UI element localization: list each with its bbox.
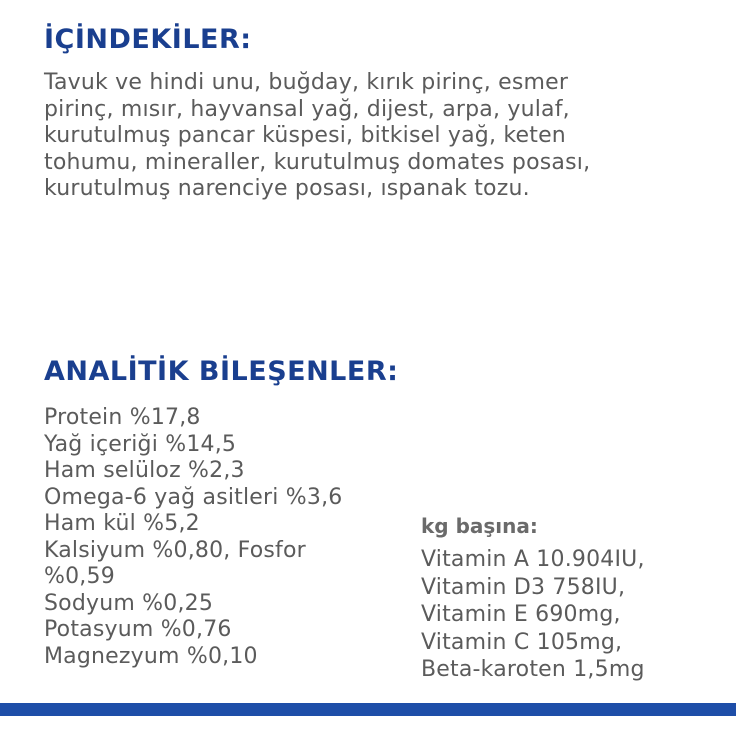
analytic-list (44, 405, 343, 670)
vitamin-item: Beta-karoten 1,5mg (421, 657, 645, 682)
analytic-item: Ham kül %5,2 (44, 511, 200, 536)
bottom-accent-bar (0, 703, 736, 716)
analytic-item: Omega-6 yağ asitleri %3,6 (44, 484, 343, 510)
analytic-item: Yağ içeriği %14,5 (44, 431, 237, 457)
ingredients-line: kurutulmuş pancar küspesi, bitkisel yağ, keten (44, 123, 566, 148)
vitamin-item: Vitamin C 105mg, (421, 629, 623, 655)
ingredients-heading: İÇİNDEKİLER: (44, 24, 252, 55)
analytic-item: Kalsiyum %0,80, Fosfor (44, 537, 306, 563)
ingredients-line: kurutulmuş narenciye posası, ıspanak tozu. (44, 176, 530, 201)
analytic-item: Magnezyum %0,10 (44, 643, 258, 669)
vitamin-list (421, 546, 645, 684)
analytic-heading: ANALİTİK BİLEŞENLER: (44, 356, 399, 387)
analytic-item: %0,59 (44, 564, 115, 589)
vitamin-item: Vitamin E 690mg, (421, 602, 621, 627)
analytic-item: Ham selüloz %2,3 (44, 458, 245, 483)
ingredients-line: tohumu, mineraller, kurutulmuş domates posası, (44, 149, 591, 175)
per-kg-title: kg başına: (421, 514, 538, 538)
analytic-item: Sodyum %0,25 (44, 590, 214, 616)
analytic-item: Potasyum %0,76 (44, 617, 232, 642)
analytic-item: Protein %17,8 (44, 405, 201, 430)
ingredients-line: pirinç, mısır, hayvansal yağ, dijest, arpa, yulaf, (44, 96, 570, 122)
vitamin-item: Vitamin A 10.904IU, (421, 547, 645, 572)
ingredients-text (44, 70, 704, 203)
vitamin-item: Vitamin D3 758IU, (421, 574, 626, 600)
ingredients-line: Tavuk ve hindi unu, buğday, kırık pirinç, esmer (44, 70, 569, 95)
